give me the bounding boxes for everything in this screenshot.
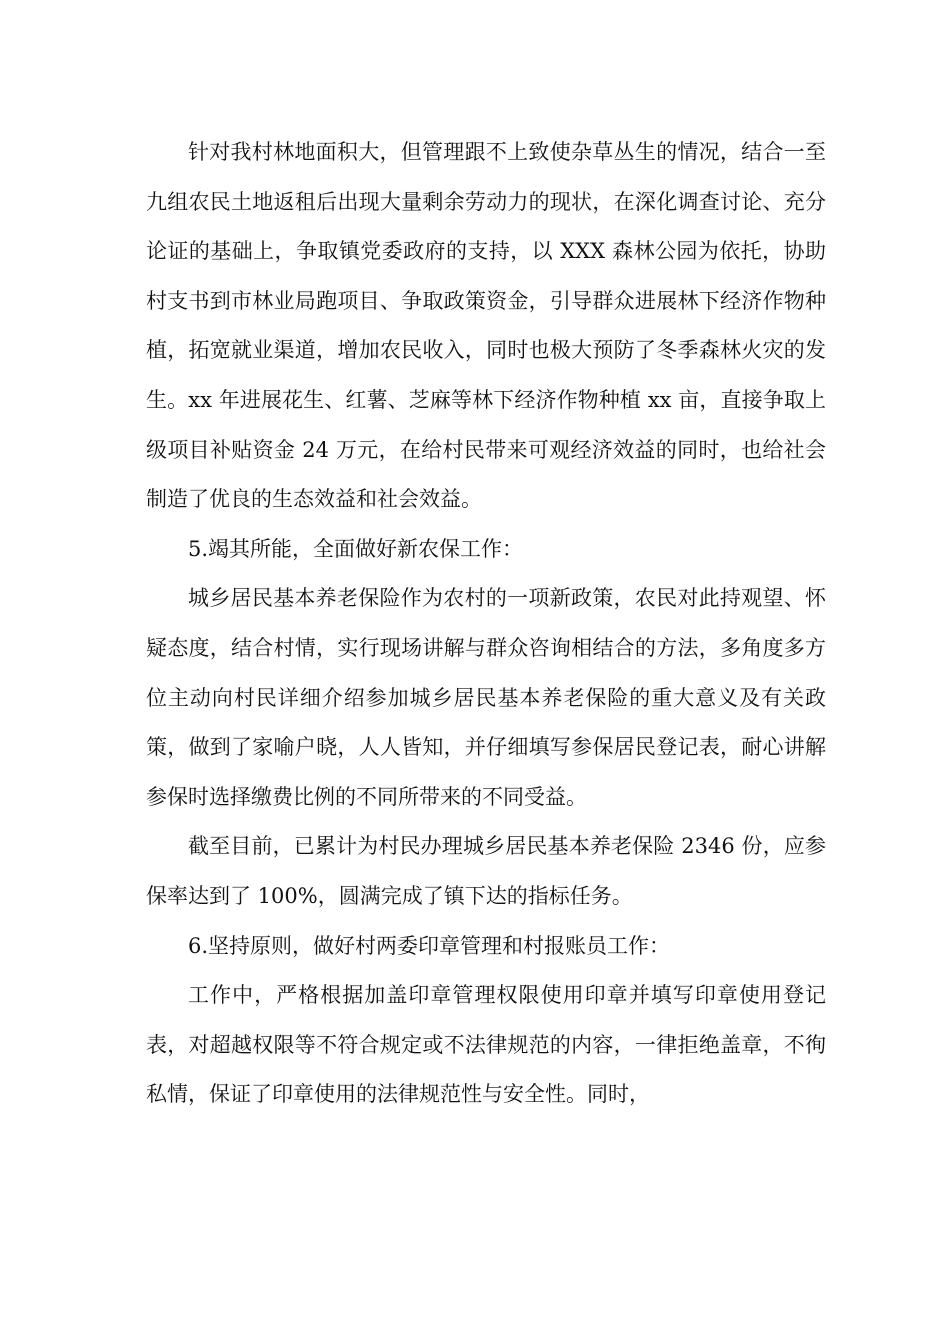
paragraph-pension-result: 截至目前，已累计为村民办理城乡居民基本养老保险 2346 份，应参保率达到了 100%，圆满完成了镇下达的指标任务。 [146, 834, 826, 908]
section-heading-6: 6.坚持原则，做好村两委印章管理和村报账员工作： [188, 933, 671, 958]
paragraph-pension-policy: 城乡居民基本养老保险作为农村的一项新政策，农民对此持观望、怀疑态度，结合村情，实行现场讲解与群众咨询相结合的方法，多角度多方位主动向村民详细介绍参加城乡居民基本养老保险的重大意义及有关政策，做到了家喻户晓，人人皆知，并仔细填写参保居民登记表，耐心讲解参保时选择缴费比例的不同所带来的不同受益。 [146, 586, 826, 809]
section-heading-5: 5.竭其所能，全面做好新农保工作： [188, 536, 524, 561]
paragraph-seal-management: 工作中，严格根据加盖印章管理权限使用印章并填写印章使用登记表，对超越权限等不符合规定或不法律规范的内容，一律拒绝盖章，不徇私情，保证了印章使用的法律规范性与安全性。同时， [146, 983, 826, 1107]
paragraph-forestry: 针对我村林地面积大，但管理跟不上致使杂草丛生的情况，结合一至九组农民土地返租后出现大量剩余劳动力的现状，在深化调查讨论、充分论证的基础上，争取镇党委政府的支持，以 XXX 森林公园为依托，协助村支书到市林业局跑项目、争取政策资金，引导群众进展林下经济作物种植，拓宽就业渠道，增加农民收入，同时也极大预防了冬季森林火灾的发生。xx 年进展花生、红薯、芝麻等林下经济作物种植 xx 亩，直接争取上级项目补贴资金 24 万元，在给村民带来可观经济效益的同时，也给社会制造了优良的生态效益和社会效益。 [146, 140, 826, 512]
document-body [146, 128, 826, 1120]
